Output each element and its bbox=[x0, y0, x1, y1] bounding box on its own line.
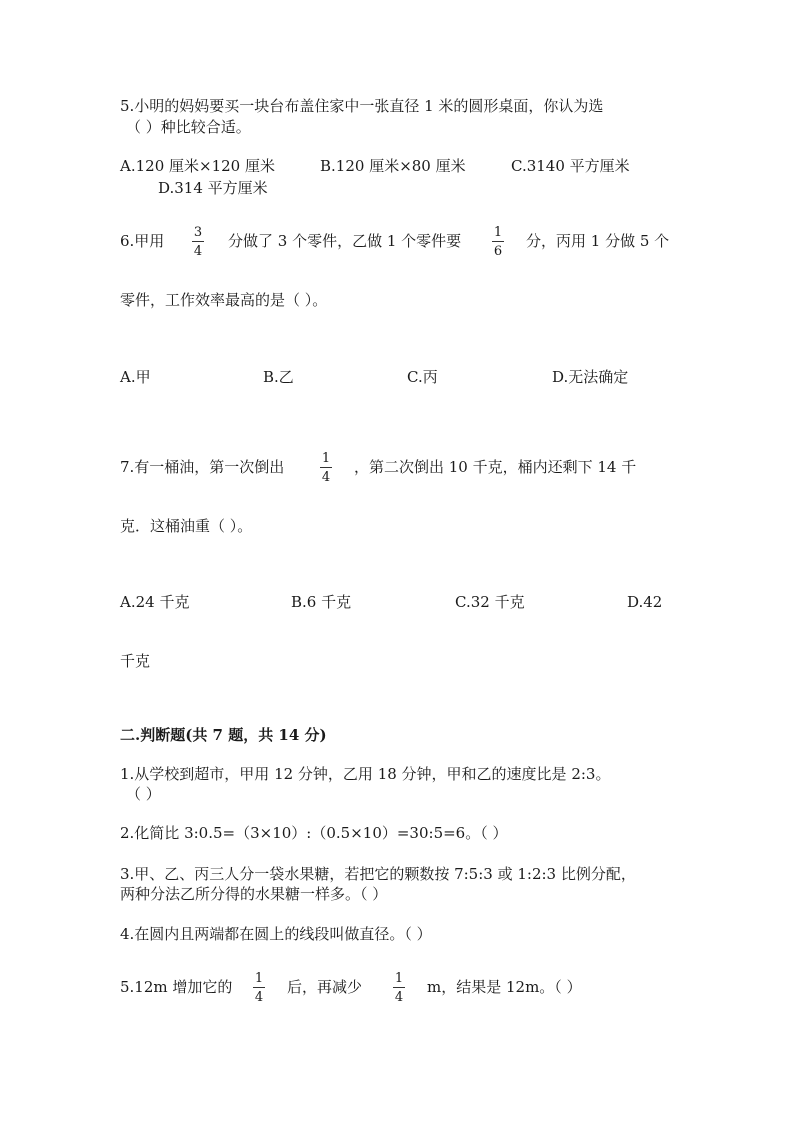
tf-q5-part2: 后，再减少 bbox=[287, 978, 363, 996]
fraction-numerator: 1 bbox=[321, 451, 331, 466]
q7-stem-part2: ，第二次倒出 10 千克，桶内还剩下 14 千 bbox=[354, 458, 637, 476]
tf-q5-part3: m，结果是 12m。（ ） bbox=[427, 978, 582, 996]
q6-option-d: D.无法确定 bbox=[552, 368, 629, 386]
q5-option-c: C.3140 平方厘米 bbox=[511, 157, 630, 175]
q7-option-c: C.32 千克 bbox=[455, 593, 525, 611]
q7-stem-line2: 克．这桶油重（ ）。 bbox=[120, 517, 253, 535]
tf-q3-line1: 3.甲、乙、丙三人分一袋水果糖，若把它的颗数按 7:5:3 或 1:2:3 比例分配， bbox=[120, 865, 636, 883]
q5-option-d: D.314 平方厘米 bbox=[158, 179, 268, 197]
q7-option-d-wrap: 千克 bbox=[120, 652, 151, 670]
fraction-denominator: 4 bbox=[394, 990, 404, 1005]
tf-q5-part1: 5.12m 增加它的 bbox=[120, 978, 233, 996]
q5-stem-line1: 5.小明的妈妈要买一块台布盖住家中一张直径 1 米的圆形桌面，你认为选 bbox=[120, 97, 604, 115]
tf-q5-fraction-1 bbox=[252, 971, 266, 1005]
fraction-numerator: 3 bbox=[193, 225, 203, 240]
q7-option-b: B.6 千克 bbox=[291, 593, 352, 611]
q5-option-b: B.120 厘米×80 厘米 bbox=[320, 157, 466, 175]
q5-stem-line2: （ ）种比较合适。 bbox=[126, 118, 251, 136]
q6-stem-part1: 6.甲用 bbox=[120, 232, 165, 250]
fraction-numerator: 1 bbox=[254, 971, 264, 986]
fraction-bar bbox=[192, 241, 204, 242]
tf-q2: 2.化简比 3:0.5=（3×10）:（0.5×10）=30:5=6。（ ） bbox=[120, 824, 508, 842]
q6-fraction-1-6 bbox=[491, 225, 505, 259]
fraction-bar bbox=[253, 987, 265, 988]
fraction-bar bbox=[393, 987, 405, 988]
q7-option-d: D.42 bbox=[627, 593, 663, 611]
fraction-bar bbox=[320, 467, 332, 468]
tf-q3-line2: 两种分法乙所分得的水果糖一样多。（ ） bbox=[120, 885, 388, 903]
q6-stem-line2: 零件，工作效率最高的是（ ）。 bbox=[120, 291, 328, 309]
section2-title: 二.判断题(共 7 题，共 14 分) bbox=[120, 726, 327, 744]
q6-option-a: A.甲 bbox=[120, 368, 151, 386]
tf-q1-line2: （ ） bbox=[126, 785, 161, 803]
tf-q4: 4.在圆内且两端都在圆上的线段叫做直径。（ ） bbox=[120, 925, 432, 943]
fraction-numerator: 1 bbox=[394, 971, 404, 986]
q7-stem-part1: 7.有一桶油，第一次倒出 bbox=[120, 458, 285, 476]
fraction-denominator: 6 bbox=[493, 244, 503, 259]
q6-option-b: B.乙 bbox=[263, 368, 294, 386]
q7-fraction-1-4 bbox=[319, 451, 333, 485]
fraction-numerator: 1 bbox=[493, 225, 503, 240]
q6-stem-part3: 分，丙用 1 分做 5 个 bbox=[526, 232, 670, 250]
q6-fraction-3-4 bbox=[191, 225, 205, 259]
q5-option-a: A.120 厘米×120 厘米 bbox=[120, 157, 275, 175]
fraction-denominator: 4 bbox=[254, 990, 264, 1005]
q6-stem-part2: 分做了 3 个零件，乙做 1 个零件要 bbox=[228, 232, 462, 250]
tf-q1-line1: 1.从学校到超市，甲用 12 分钟，乙用 18 分钟，甲和乙的速度比是 2:3。 bbox=[120, 765, 611, 783]
fraction-bar bbox=[492, 241, 504, 242]
fraction-denominator: 4 bbox=[321, 470, 331, 485]
fraction-denominator: 4 bbox=[193, 244, 203, 259]
tf-q5-fraction-2 bbox=[392, 971, 406, 1005]
q7-option-a: A.24 千克 bbox=[120, 593, 190, 611]
q6-option-c: C.丙 bbox=[407, 368, 438, 386]
